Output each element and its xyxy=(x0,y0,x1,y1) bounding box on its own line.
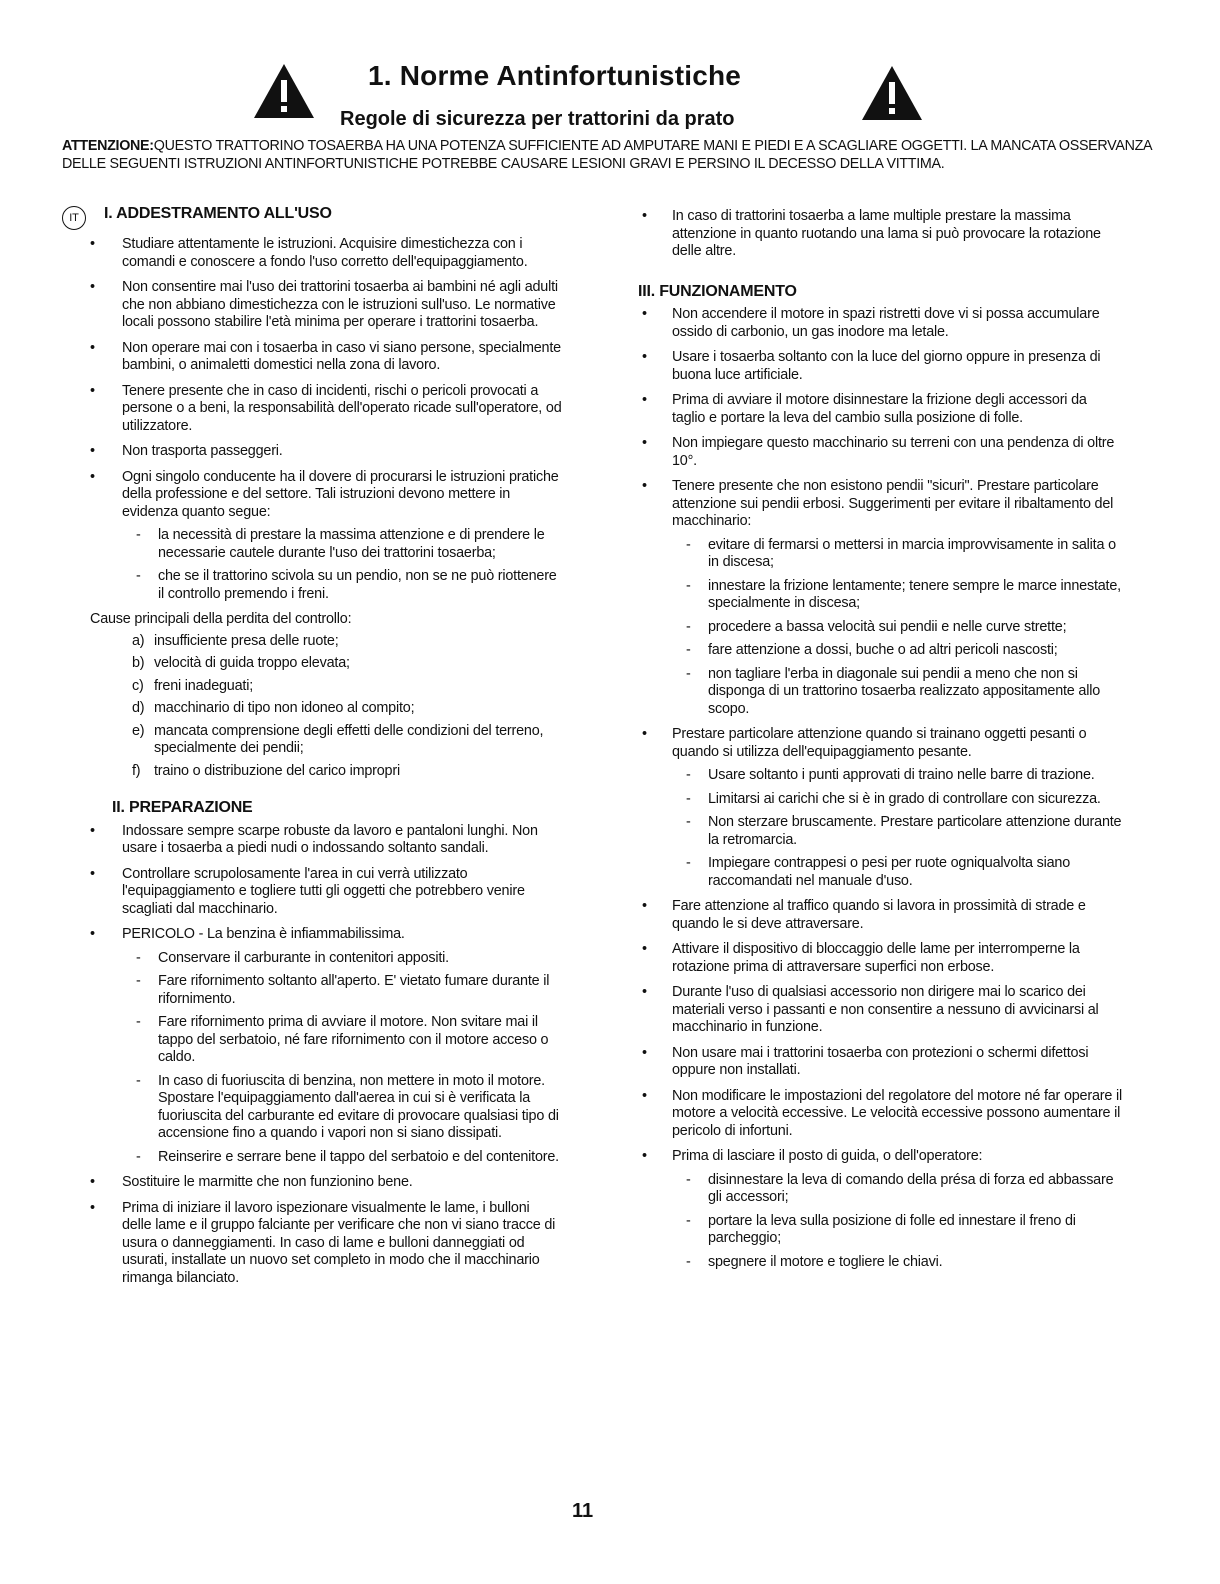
sub-list-item: - Non sterzare bruscamente. Prestare particolare attenzione durante la retromarcia. xyxy=(672,814,1123,849)
list-item: • Controllare scrupolosamente l'area in cui verrà utilizzato l'equipaggiamento e togliere tutti gli oggetti che potrebbero venire scagliati dal macchinario. xyxy=(62,866,562,919)
sub-list-item: - Fare rifornimento soltanto all'aperto. E' vietato fumare durante il rifornimento. xyxy=(122,973,562,1008)
list-item: • Non consentire mai l'uso dei trattorini tosaerba ai bambini né agli adulti che non abbiano dimestichezza con le istruzioni sull'uso. Le normative locali possono stabilire l'età minima per operare i trattorini tosaerba. xyxy=(62,279,562,332)
section-heading-preparation: II. PREPARAZIONE xyxy=(112,799,253,816)
sub-list-item: - non tagliare l'erba in diagonale sui pendii a meno che non si disponga di un trattorino tosaerba realizzato appositamente allo scopo. xyxy=(672,666,1123,719)
sub-list-item: - innestare la frizione lentamente; tenere sempre le marce innestate, specialmente in discesa; xyxy=(672,578,1123,613)
left-column xyxy=(62,205,562,1295)
page-number: 11 xyxy=(572,1500,594,1522)
list-item: • Tenere presente che in caso di incidenti, rischi o pericoli provocati a persone o a beni, la responsabilità dell'operato ricade sull'operatore, od utilizzatore. xyxy=(62,383,562,436)
list-item: • Non impiegare questo macchinario su terreni con una pendenza di oltre 10°. xyxy=(638,435,1123,470)
cause-item: c) freni inadeguati; xyxy=(132,677,254,694)
sub-list-item: - che se il trattorino scivola su un pendio, non se ne può riottenere il controllo premendo i freni. xyxy=(122,568,562,603)
list-item: • Non accendere il motore in spazi ristretti dove vi si possa accumulare ossido di carbonio, un gas inodore ma letale. xyxy=(638,306,1123,341)
list-item: • Durante l'uso di qualsiasi accessorio non dirigere mai lo scarico dei materiali verso i passanti e non consentire a nessuno di avvicinarsi al macchinario in funzione. xyxy=(638,984,1123,1037)
sub-list-item: - portare la leva sulla posizione di folle ed innestare il freno di parcheggio; xyxy=(672,1213,1123,1248)
sub-list-item: - evitare di fermarsi o mettersi in marcia improvvisamente in salita o in discesa; xyxy=(672,537,1123,572)
sub-list xyxy=(122,950,562,1167)
section-heading-operation: III. FUNZIONAMENTO xyxy=(638,282,797,300)
right-column xyxy=(638,208,1123,1279)
sub-list-item: - Usare soltanto i punti approvati di traino nelle barre di trazione. xyxy=(672,767,1123,785)
language-badge: IT xyxy=(62,206,86,230)
list-item: • Non operare mai con i tosaerba in caso vi siano persone, specialmente bambini, o animaletti domestici nella zona di lavoro. xyxy=(62,340,562,375)
page-subtitle: Regole di sicurezza per trattorini da prato xyxy=(340,108,735,130)
sub-list-item: - In caso di fuoriuscita di benzina, non mettere in moto il motore. Spostare l'equipaggiamento dall'aerea in cui si è verificata la fuoriuscita del carburante ed evitare di provocare qualsiasi tipo di accensione fino a quando i vapori non si siano dissipati. xyxy=(122,1073,562,1143)
attention-notice xyxy=(62,137,1162,173)
sub-list xyxy=(672,537,1123,719)
cause-item: f) traino o distribuzione del carico impropri xyxy=(132,762,400,779)
list-item: • Sostituire le marmitte che non funzionino bene. xyxy=(62,1174,562,1192)
list-item: • Fare attenzione al traffico quando si lavora in prossimità di strade e quando le si deve attraversare. xyxy=(638,898,1123,933)
sub-list-item: - Impiegare contrappesi o pesi per ruote ogniqualvolta siano raccomandati nel manuale d'uso. xyxy=(672,855,1123,890)
causes-list xyxy=(62,633,562,781)
warning-triangle-icon xyxy=(252,62,316,120)
list-item: • PERICOLO - La benzina è infiammabilissima. - Conservare il carburante in contenitori appositi. - Fare rifornimento soltanto all'aperto. E' vietato fumare durante il rifornimento. - Fare rifornimento prima di avviare il motore. Non svitare mai il tappo del serbatoio, né fare rifornimento con il motore acceso o caldo. - In caso di fuoriuscita di benzina, non mettere in moto il motore. Spostare l'equipaggiamento dall'aerea in cui si è verificata la fuoriuscita del carburante ed evitare di provocare qualsiasi tipo di accensione fino a quando i vapori non si siano dissipati. - Reinserire e serrare bene il tappo del serbatoio e del contenitore. xyxy=(62,926,562,1166)
list-item: • Studiare attentamente le istruzioni. Acquisire dimestichezza con i comandi e conoscere a fondo l'uso corretto dell'equipaggiamento. xyxy=(62,236,562,271)
list-item: • Non modificare le impostazioni del regolatore del motore né far operare il motore a velocità eccessive. Le velocità eccessive possono aumentare il pericolo di infortuni. xyxy=(638,1088,1123,1141)
list-item: • Prima di lasciare il posto di guida, o dell'operatore: - disinnestare la leva di comando della présa di forza ed abbassare gli accessori; - portare la leva sulla posizione di folle ed innestare il freno di parcheggio; - spegnere il motore e togliere le chiavi. xyxy=(638,1148,1123,1271)
list-item: • Prestare particolare attenzione quando si trainano oggetti pesanti o quando si utilizza dell'equipaggiamento pesante. - Usare soltanto i punti approvati di traino nelle barre di trazione. - Limitarsi ai carichi che si è in grado di controllare con sicurezza. - Non sterzare bruscamente. Prestare particolare attenzione durante la retromarcia. - Impiegare contrappesi o pesi per ruote ogniqualvolta siano raccomandati nel manuale d'uso. xyxy=(638,726,1123,890)
operation-list xyxy=(638,306,1123,1271)
causes-intro: Cause principali della perdita del controllo: xyxy=(90,611,352,627)
list-item: • Tenere presente che non esistono pendii "sicuri". Prestare particolare attenzione sui pendii erbosi. Suggerimenti per evitare il ribaltamento del macchinario: - evitare di fermarsi o mettersi in marcia improvvisamente in salita o in discesa; - innestare la frizione lentamente; tenere sempre le marce innestate, specialmente in discesa; - procedere a bassa velocità sui pendii e nelle curve strette; - fare attenzione a dossi, buche o ad altri pericoli nascosti; - non tagliare l'erba in diagonale sui pendii a meno che non si disponga di un trattorino tosaerba realizzato appositamente allo scopo. xyxy=(638,478,1123,718)
sub-list-item: - Reinserire e serrare bene il tappo del serbatoio e del contenitore. xyxy=(122,1149,562,1167)
list-item: • Non trasporta passeggeri. xyxy=(62,443,562,461)
section-heading-training: IT I. ADDESTRAMENTO ALL'USO xyxy=(62,205,562,230)
preparation-list xyxy=(62,823,562,1288)
sub-list-item: - spegnere il motore e togliere le chiavi. xyxy=(672,1254,1123,1272)
list-item: • Ogni singolo conducente ha il dovere di procurarsi le istruzioni pratiche della professione e del settore. Tali istruzioni devono mettere in evidenza quanto segue: - la necessità di prestare la massima attenzione e di prendere le necessarie cautele durante l'uso dei trattorini tosaerba; - che se il trattorino scivola su un pendio, non se ne può riottenere il controllo premendo i freni. xyxy=(62,469,562,604)
sub-list-item: - Limitarsi ai carichi che si è in grado di controllare con sicurezza. xyxy=(672,791,1123,809)
sub-list-item: - Conservare il carburante in contenitori appositi. xyxy=(122,950,562,968)
list-item: • In caso di trattorini tosaerba a lame multiple prestare la massima attenzione in quanto ruotando una lama si può provocare la rotazione delle altre. xyxy=(638,208,1123,261)
list-item: • Prima di iniziare il lavoro ispezionare visualmente le lame, i bulloni delle lame e il gruppo falciante per verificare che non vi siano tracce di usura o danneggiamenti. In caso di lame e bulloni danneggiati od usurati, installate un nuovo set completo in modo che il macchinario rimanga bilanciato. xyxy=(62,1200,562,1288)
list-item: • Attivare il dispositivo di bloccaggio delle lame per interromperne la rotazione prima di attraversare superfici non erbose. xyxy=(638,941,1123,976)
warning-triangle-icon xyxy=(860,64,924,122)
sub-list xyxy=(672,767,1123,890)
page-title: 1. Norme Antinfortunistiche xyxy=(368,60,742,91)
attention-text: QUESTO TRATTORINO TOSAERBA HA UNA POTENZA SUFFICIENTE AD AMPUTARE MANI E PIEDI E A SCAGLIARE OGGETTI. LA MANCATA OSSERVANZA DELLE SEGUENTI ISTRUZIONI ANTINFORTUNISTICHE POTREBBE CAUSARE LESIONI GRAVI E PERSINO IL DECESSO DELLA VITTIMA. xyxy=(62,138,1152,172)
training-list xyxy=(62,236,562,603)
list-item: • Non usare mai i trattorini tosaerba con protezioni o schermi difettosi oppure non installati. xyxy=(638,1045,1123,1080)
attention-label: ATTENZIONE: xyxy=(62,138,154,154)
sub-list-item: - la necessità di prestare la massima attenzione e di prendere le necessarie cautele durante l'uso dei trattorini tosaerba; xyxy=(122,527,562,562)
sub-list-item: - fare attenzione a dossi, buche o ad altri pericoli nascosti; xyxy=(672,642,1123,660)
cause-item: a) insufficiente presa delle ruote; xyxy=(132,632,339,649)
list-item: • Prima di avviare il motore disinnestare la frizione degli accessori da taglio e portare la leva del cambio sulla posizione di folle. xyxy=(638,392,1123,427)
sub-list xyxy=(122,527,562,603)
multi-blade-list xyxy=(638,208,1123,261)
list-item: • Usare i tosaerba soltanto con la luce del giorno oppure in presenza di buona luce artificiale. xyxy=(638,349,1123,384)
sub-list-item: - procedere a bassa velocità sui pendii e nelle curve strette; xyxy=(672,619,1123,637)
sub-list-item: - Fare rifornimento prima di avviare il motore. Non svitare mai il tappo del serbatoio, né fare rifornimento con il motore acceso o caldo. xyxy=(122,1014,562,1067)
cause-item: b) velocità di guida troppo elevata; xyxy=(132,655,350,671)
cause-item: e) mancata comprensione degli effetti delle condizioni del terreno, specialmente dei pendii; xyxy=(132,722,544,756)
cause-item: d) macchinario di tipo non idoneo al compito; xyxy=(132,700,415,716)
sub-list-item: - disinnestare la leva di comando della présa di forza ed abbassare gli accessori; xyxy=(672,1172,1123,1207)
list-item: • Indossare sempre scarpe robuste da lavoro e pantaloni lunghi. Non usare i tosaerba a piedi nudi o indossando soltanto sandali. xyxy=(62,823,562,858)
sub-list xyxy=(672,1172,1123,1272)
